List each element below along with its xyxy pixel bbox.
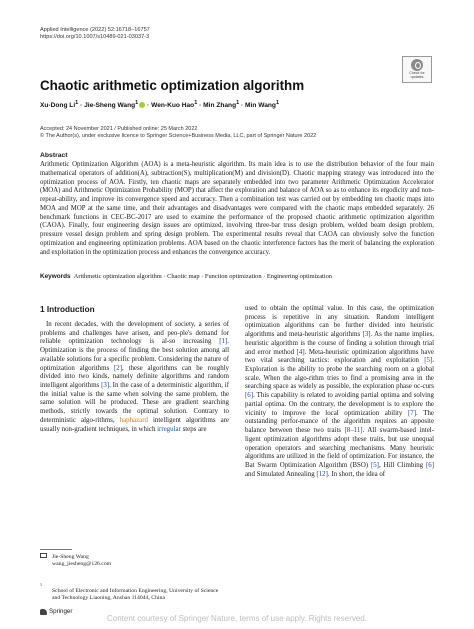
- highlighted-word: irregular: [157, 425, 181, 433]
- citation-link[interactable]: [12]: [316, 470, 328, 478]
- check-for-updates-badge[interactable]: [402, 56, 432, 83]
- accepted-date: Accepted: 24 November 2021 / Published online: 25 March 2022: [40, 126, 198, 132]
- citation-link[interactable]: [3]: [101, 382, 110, 390]
- author-name[interactable]: Jie-Sheng Wang: [84, 102, 136, 110]
- keywords-line: [40, 273, 440, 280]
- affiliation-note: $^1$ School of Electronic and Information Engineering, University of Science and Technology Liaoning, Anshan 114044, China: [40, 581, 222, 603]
- paper-title: Chaotic arithmetic optimization algorithm: [40, 78, 305, 93]
- author-name[interactable]: Min Wang: [245, 102, 276, 110]
- citation-link[interactable]: [1]: [219, 338, 228, 346]
- paragraph: In recent decades, with the development of society, a series of problems and challenges have arisen, and peo-ple's demand for reliable optimization technology is al-so increasing [1]. Optimization is the process of finding the best solution among all available solutions for a specific problem. Considering the nature of optimization algorithms [2], these algorithms can be roughly divided into two kinds, namely definite algorithms and random intelligent algorithms [3]. In the case of a deterministic algorithm, if the initial value is the same when solving the same problem, the same solution will be produced. These are gradient searching methods, strictly towards the optimal solution. Contrary to deterministic algo-rithms, haphazard intelligent algorithms are usually non-gradient techniques, in which irregular steps are: [40, 321, 230, 433]
- corresponding-author-name: Jie-Sheng Wang: [52, 554, 89, 560]
- abstract-body: Arithmetic Optimization Algorithm (AOA) is a meta-heuristic algorithm. Its main idea is to use the distribution behavior of the four main mathematical operators of addition(A), subtraction(S), multiplication(M) and division(D). Chaotic mapping strategy was introduced into the optimization process of AOA. Firstly, ten chaotic maps are separately embedded into two parameter Arithmetic Optimization Accelerator (MOA) and Arithmetic Optimization Probability (MOP) that affect the exploration and balance of AOA so as to enhance its ergodicity and non-repeat-ability, and improve its convergence speed and accuracy. Then a combination test was carried out by embedding ten chaotic maps into MOA and MOP at the same time, and their advantages and disadvantages were compared with the chaotic maps embedded separately. 26 benchmark functions in CEC-BC-2017 are used to examine the performance of the proposed chaotic arithmetic optimization algorithm (CAOA). Finally, four engineering design issues are optimized, involving three-bar truss design problem, welded beam design problem, pressure vessel design problem and spring design problem. The experimental results reveal that CAOA can obviously solve the function optimization and engineering optimization problems. AOA based on the chaotic interference factors has the merit of balancing the exploration and exploitation in the optimization process and enhances the convergence accuracy.: [40, 161, 434, 256]
- section-heading: 1 Introduction: [40, 305, 95, 314]
- author-name[interactable]: Wen-Kuo Hao: [151, 102, 195, 110]
- affiliation-text: School of Electronic and Information Engineering, University of Science and Technology Liaoning, Anshan 114044, China: [52, 588, 219, 602]
- highlighted-word: haphazard: [119, 416, 148, 424]
- publication-dates: [40, 126, 316, 140]
- keywords-label: Keywords: [40, 273, 71, 280]
- envelope-icon: [40, 553, 47, 558]
- keywords-text: Arithmetic optimization algorithm · Chaotic map · Function optimization · Engineering optimization: [73, 273, 332, 280]
- update-icon: [411, 59, 423, 71]
- citation-link[interactable]: [3]: [362, 331, 371, 339]
- footnote-divider: [40, 549, 72, 550]
- citation-link[interactable]: [6]: [425, 461, 434, 469]
- intro-right-column: used to obtain the optimal value. In this case, the optimization process is repetitive in any situation. Random intelligent optimization algorithms can be further divided into heuristic algorithms and meta-heuristic algorithms [3]. As the name implies, heuristic algorithm is the course of finding a solution through trial and error method [4]. Meta-heuristic optimization algorithms have two vital searching tactics: exploration and exploitation [5]. Exploration is the ability to probe the searching room on a global scale. When the algo-rithm tries to find a promising area in the searching space as widely as possible, the exploration phase oc-curs [6]. This capability is related to avoiding partial optima and solving partial optima. On the contrary, the development is to explore the vicinity to improve the local optimization ability [7]. The outstanding perfor-mance of the algorithm requires an apposite balance between these two traits [8–11]. All swarm-based intel-ligent optimization algorithms adopt these traits, but use unequal operation operators and searching mechanisms. Many heuristic algorithms are utilized in the field of optimization. For instance, the Bat Swarm Optimization Algorithm (BSO) [5], Hill Climbing [6] and Simulated Annealing [12]. In short, the idea of: [245, 305, 434, 478]
- corresponding-author-note: [40, 553, 111, 568]
- citation-link[interactable]: [2]: [113, 364, 123, 372]
- citation-link[interactable]: [7]: [408, 409, 417, 417]
- intro-left-column: [40, 321, 229, 434]
- citation-link[interactable]: [5]: [370, 461, 379, 469]
- courtesy-watermark: Content courtesy of Springer Nature, terms of use apply. Rights reserved.: [107, 614, 367, 623]
- journal-citation: Applied Intelligence (2022) 52:16718–16757: [40, 27, 150, 33]
- badge-label: Check for updates: [409, 71, 425, 79]
- author-name[interactable]: Min Zhang: [203, 102, 237, 110]
- author-name[interactable]: Xu-Dong Li: [40, 102, 76, 110]
- email-link[interactable]: wang_jiesheng@126.com: [52, 561, 112, 568]
- copyright-line: © The Author(s), under exclusive licence to Springer Science+Business Media, LLC, part of Springer Nature 2022: [40, 133, 317, 140]
- citation-link[interactable]: [4]: [296, 348, 305, 356]
- publisher-name: Springer: [49, 608, 73, 615]
- citation-link[interactable]: [5]: [424, 357, 433, 365]
- citation-link[interactable]: [6]: [245, 392, 254, 400]
- journal-header: [40, 27, 150, 42]
- author-list: Xu-Dong $Li^1$ · Jie-Sheng Wang$^1$ · Wen-Kuo Hao$^1$ · Min Zhang$^1$ · Min Wang$^1$: [40, 100, 279, 110]
- citation-link[interactable]: [8–11]: [344, 427, 363, 435]
- doi-link[interactable]: https://doi.org/10.1007/s10489-021-03037-3: [40, 34, 150, 41]
- abstract-heading: Abstract: [40, 152, 68, 159]
